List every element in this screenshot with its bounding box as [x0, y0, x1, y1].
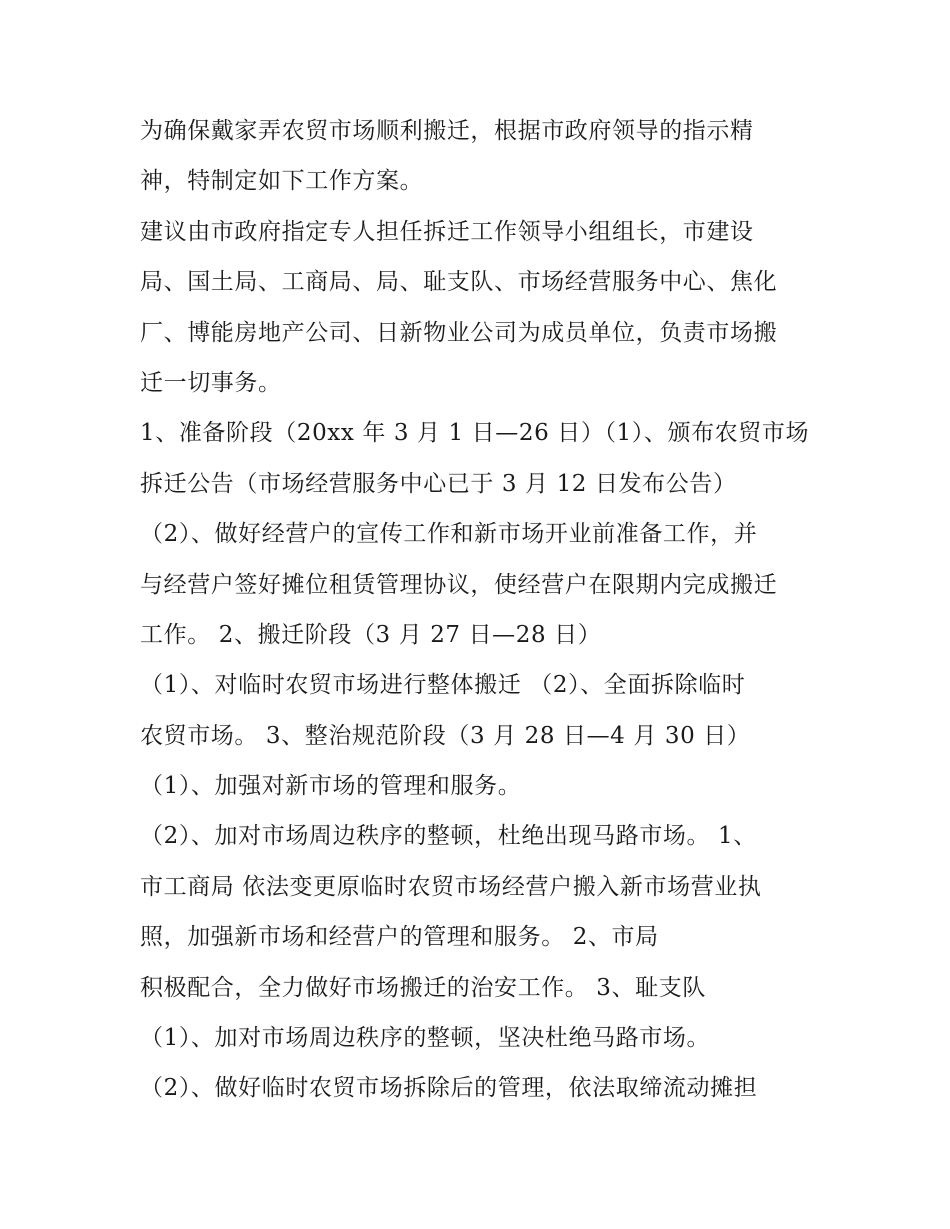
- text-line: 农贸市场。 3、整治规范阶段（3 月 28 日—4 月 30 日）: [140, 722, 751, 749]
- text-line: 市工商局 依法变更原临时农贸市场经营户搬入新市场营业执: [140, 873, 762, 900]
- text-line: 积极配合，全力做好市场搬迁的治安工作。 3、耻支队: [140, 974, 706, 1001]
- text-line: （1）、加对市场周边秩序的整顿，坚决杜绝马路市场。: [140, 1025, 711, 1052]
- text-line: 神，特制定如下工作方案。: [140, 168, 424, 195]
- text-line: （2）、加对市场周边秩序的整顿，杜绝出现马路市场。 1、: [140, 823, 757, 850]
- text-line: 建议由市政府指定专人担任拆迁工作领导小组组长，市建设: [140, 218, 754, 245]
- document-body: [140, 106, 840, 1114]
- text-line: （2）、做好临时农贸市场拆除后的管理，依法取缔流动摊担: [140, 1075, 758, 1102]
- text-line: 与经营户签好摊位租赁管理协议，使经营户在限期内完成搬迁: [140, 571, 778, 598]
- text-line: 照，加强新市场和经营户的管理和服务。 2、市局: [140, 924, 659, 951]
- text-line: 工作。 2、搬迁阶段（3 月 27 日—28 日）: [140, 621, 602, 648]
- text-line: 拆迁公告（市场经营服务中心已于 3 月 12 日发布公告）: [140, 470, 737, 497]
- text-line: 1、准备阶段（20xx 年 3 月 1 日—26 日）（1）、颁布农贸市场: [140, 420, 810, 447]
- text-line: 厂、博能房地产公司、日新物业公司为成员单位，负责市场搬: [140, 319, 778, 346]
- text-line: 迁一切事务。: [140, 369, 282, 396]
- text-line: 为确保戴家弄农贸市场顺利搬迁，根据市政府领导的指示精: [140, 118, 754, 144]
- text-line: （2）、做好经营户的宣传工作和新市场开业前准备工作，并: [140, 521, 758, 548]
- text-line: （1）、对临时农贸市场进行整体搬迁 （2）、全面拆除临时: [140, 672, 746, 699]
- text-line: 局、国土局、工商局、局、耻支队、市场经营服务中心、焦化: [140, 269, 778, 296]
- text-line: （1）、加强对新市场的管理和服务。: [140, 773, 522, 800]
